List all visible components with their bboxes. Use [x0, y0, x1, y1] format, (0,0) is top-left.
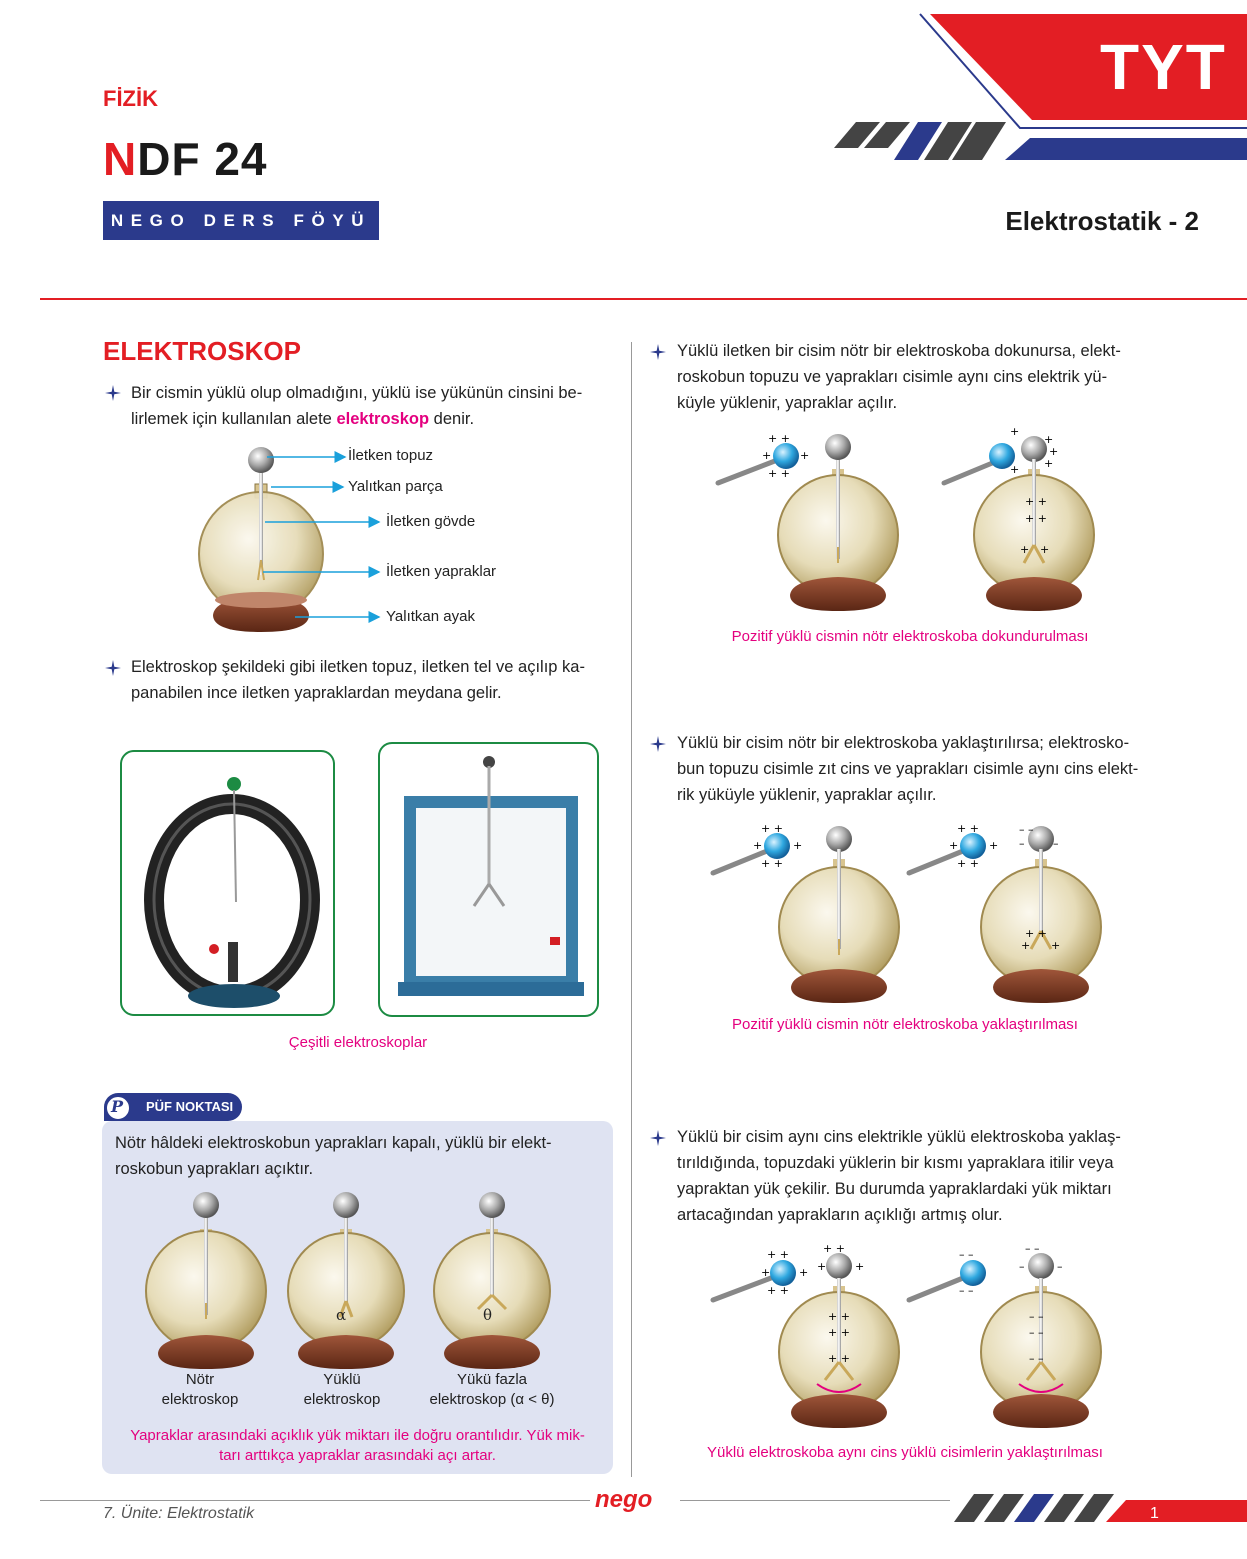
svg-text:+ +: + +	[768, 432, 790, 445]
svg-text:+: +	[817, 1260, 827, 1273]
svg-text:+: +	[1044, 433, 1054, 446]
svg-text:+ +: + +	[1025, 927, 1047, 940]
subject-label: FİZİK	[103, 86, 158, 111]
svg-text:+ +: + +	[767, 1248, 789, 1261]
tip-note-line-1: Yapraklar arasındaki açıklık yük miktarı ile doğru orantılıdır. Yük mik-	[130, 1427, 585, 1444]
same-charge-paragraph	[677, 1124, 1167, 1228]
caption-yuku-fazla-line-2: elektroskop (α < θ)	[429, 1391, 555, 1408]
tip-text	[115, 1130, 605, 1182]
same-charge-caption: Yüklü elektroskoba aynı cins yüklü cisimlerin yaklaştırılması	[707, 1444, 1103, 1461]
induction-paragraph	[677, 730, 1167, 808]
svg-text:+: +	[949, 839, 959, 852]
code-rest: DF 24	[137, 133, 268, 185]
label-yalitkan-ayak: Yalıtkan ayak	[386, 608, 475, 625]
tip-icon-letter: P	[111, 1097, 124, 1116]
structure-line-1: Elektroskop şekildeki gibi iletken topuz, iletken tel ve açılıp ka-	[131, 658, 585, 676]
footer-line-right	[680, 1500, 950, 1501]
svg-text:+: +	[1044, 457, 1054, 470]
tip-text-line-2: roskobun yaprakları açıktır.	[115, 1160, 314, 1178]
svg-text:+: +	[753, 839, 763, 852]
touch-line-2: roskobun topuzu ve yaprakları cisimle aynı cins elektrik yü-	[677, 368, 1108, 386]
svg-text:+ +: + +	[957, 857, 979, 870]
svg-text:+: +	[1010, 425, 1020, 438]
label-yalitkan-parca: Yalıtkan parça	[348, 478, 443, 495]
keyword-elektroskop: elektroskop	[336, 410, 430, 428]
touch-caption: Pozitif yüklü cismin nötr elektroskoba dokundurulması	[731, 628, 1089, 645]
bullet-icon	[650, 1130, 666, 1146]
svg-text:+ +: + +	[828, 1310, 850, 1323]
structure-line-2: panabilen ince iletken yapraklardan meydana gelir.	[131, 684, 502, 702]
intro-paragraph	[131, 380, 621, 432]
svg-text:+: +	[1021, 939, 1031, 952]
same-charge-line-3: yapraktan yük çekilir. Bu durumda yapraklardaki yük miktarı	[677, 1180, 1112, 1198]
svg-text:+ +: + +	[828, 1352, 850, 1365]
photo-box-electroscope	[378, 742, 599, 1017]
svg-text:+ +: + +	[823, 1242, 845, 1255]
induction-caption: Pozitif yüklü cismin nötr elektroskoba yaklaştırılması	[732, 1016, 1078, 1033]
svg-text:– –: – –	[959, 1284, 974, 1297]
svg-text:– –: – –	[959, 1248, 974, 1261]
touch-paragraph	[677, 338, 1167, 416]
induction-line-3: rik yüküyle yüklenir, yapraklar açılır.	[677, 786, 937, 804]
svg-text:+: +	[761, 1266, 771, 1279]
svg-text:+ +: + +	[1025, 512, 1047, 525]
caption-notr-line-2: elektroskop	[161, 1391, 239, 1408]
column-divider	[631, 342, 632, 1477]
induction-figure	[705, 815, 1105, 1005]
section-title: ELEKTROSKOP	[103, 336, 301, 366]
intro-line-2-end: denir.	[433, 410, 475, 428]
label-topuz: İletken topuz	[348, 447, 434, 464]
svg-text:+: +	[1051, 939, 1061, 952]
svg-text:+: +	[762, 449, 772, 462]
exam-badge: TYT	[1100, 31, 1227, 103]
svg-text:+ +: + +	[768, 467, 790, 480]
svg-text:+ +: + +	[761, 857, 783, 870]
bullet-icon	[105, 660, 121, 676]
svg-text:+: +	[1020, 543, 1030, 556]
caption-yuklu-line-2: elektroskop	[303, 1391, 381, 1408]
page-number: 1	[1150, 1505, 1159, 1522]
induction-line-1: Yüklü bir cisim nötr bir elektroskoba yaklaştırılırsa; elektrosko-	[677, 734, 1130, 752]
svg-text:–: –	[1019, 1260, 1025, 1273]
tip-note	[110, 1426, 605, 1466]
photos-caption: Çeşitli elektroskoplar	[288, 1034, 428, 1051]
induction-line-2: bun topuzu cisimle zıt cins ve yaprakları cisimle aynı cins elekt-	[677, 760, 1139, 778]
svg-text:– –: – –	[1019, 823, 1034, 836]
tip-note-line-2: tarı arttıkça yapraklar arasındaki açı artar.	[219, 1447, 496, 1464]
svg-text:– –: – –	[1029, 1352, 1044, 1365]
bullet-icon	[650, 736, 666, 752]
caption-yuku-fazla	[412, 1370, 572, 1410]
svg-text:+: +	[799, 1266, 809, 1279]
svg-text:+ +: + +	[1025, 495, 1047, 508]
caption-yuklu-line-1: Yüklü	[323, 1371, 361, 1388]
nego-logo: nego	[595, 1486, 653, 1513]
caption-notr	[140, 1370, 260, 1410]
structure-paragraph	[131, 654, 621, 706]
svg-text:– –: – –	[1029, 1326, 1044, 1339]
bullet-icon	[105, 385, 121, 401]
topic-title: Elektrostatik - 2	[1005, 206, 1199, 236]
same-charge-figure	[705, 1240, 1105, 1430]
svg-text:+: +	[1040, 543, 1050, 556]
footer-line-left	[40, 1500, 590, 1501]
svg-text:+ +: + +	[761, 822, 783, 835]
alpha-angle-label: α	[336, 1306, 347, 1324]
theta-angle-label: θ	[483, 1306, 493, 1324]
svg-text:+: +	[989, 839, 999, 852]
caption-notr-line-1: Nötr	[185, 1371, 215, 1388]
caption-yuklu	[282, 1370, 402, 1410]
label-yapraklar: İletken yapraklar	[386, 563, 497, 580]
code-first-letter: N	[103, 133, 138, 185]
touch-line-1: Yüklü iletken bir cisim nötr bir elektroskoba dokunursa, elekt-	[677, 342, 1121, 360]
svg-text:– –: – –	[1025, 1242, 1040, 1255]
footer-unit: 7. Ünite: Elektrostatik	[103, 1505, 255, 1522]
caption-yuku-fazla-line-1: Yükü fazla	[456, 1371, 528, 1388]
tip-electroscopes	[130, 1185, 590, 1370]
label-arrows	[263, 440, 393, 630]
svg-text:–: –	[1057, 1260, 1063, 1273]
same-charge-line-4: artacağından yaprakların açıklığı artmış olur.	[677, 1206, 1003, 1224]
svg-text:+: +	[1010, 463, 1020, 476]
svg-text:+: +	[855, 1260, 865, 1273]
series-banner: NEGO DERS FÖYÜ	[103, 201, 379, 240]
tip-label: PÜF NOKTASI	[146, 1099, 234, 1114]
svg-text:–: –	[1053, 837, 1059, 850]
svg-text:–: –	[1019, 837, 1025, 850]
photo-ring-electroscope	[120, 750, 335, 1016]
svg-text:+: +	[793, 839, 803, 852]
touch-figure	[710, 425, 1110, 615]
svg-text:– –: – –	[1029, 1310, 1044, 1323]
label-govde: İletken gövde	[386, 513, 476, 530]
same-charge-line-1: Yüklü bir cisim aynı cins elektrikle yüklü elektroskoba yaklaş-	[677, 1128, 1121, 1146]
bullet-icon	[650, 344, 666, 360]
svg-text:+: +	[1049, 445, 1059, 458]
svg-text:+: +	[800, 449, 810, 462]
intro-line-2: lirlemek için kullanılan alete	[131, 410, 332, 428]
tip-text-line-1: Nötr hâldeki elektroskobun yaprakları kapalı, yüklü bir elekt-	[115, 1134, 552, 1152]
intro-line-1: Bir cismin yüklü olup olmadığını, yüklü ise yükünün cinsini be-	[131, 384, 583, 402]
svg-text:+ +: + +	[828, 1326, 850, 1339]
svg-text:+ +: + +	[767, 1284, 789, 1297]
footer-decoration	[950, 1490, 1247, 1530]
svg-text:+ +: + +	[957, 822, 979, 835]
same-charge-line-2: tırıldığında, topuzdaki yüklerin bir kısmı yapraklara itilir veya	[677, 1154, 1114, 1172]
touch-line-3: küyle yüklenir, yapraklar açılır.	[677, 394, 898, 412]
header-divider	[40, 298, 1247, 300]
document-code	[103, 132, 268, 186]
